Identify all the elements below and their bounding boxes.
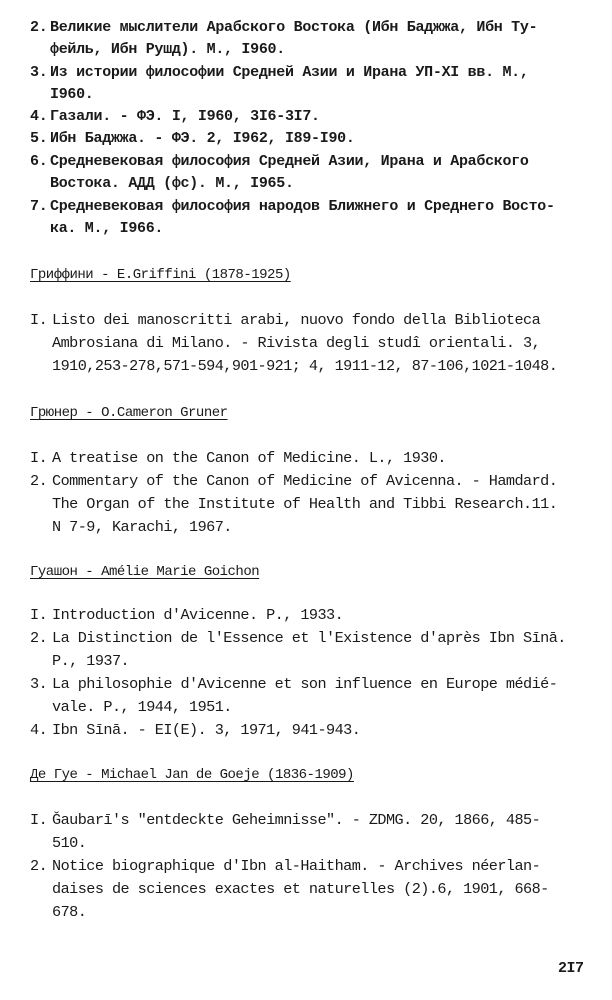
entry-line: Великие мыслители Арабского Востока (Ибн Баджжа, Ибн Ту- — [50, 19, 538, 36]
entry-line: The Organ of the Institute of Health and Tibbi Research.11. — [52, 495, 558, 513]
entry-line: 678. — [52, 903, 87, 921]
entry-line: La Distinction de l'Essence et l'Existence d'après Ibn Sīnā. — [52, 629, 566, 647]
entry-line: Газали. - ФЭ. I, I960, 3I6-3I7. — [50, 108, 320, 125]
entry-line: I960. — [50, 86, 94, 103]
entry-line: 510. — [52, 834, 87, 852]
entry-line: Commentary of the Canon of Medicine of Avicenna. - Hamdard. — [52, 472, 558, 490]
entry-number: 3. — [30, 64, 48, 81]
entry-number: 2. — [30, 472, 48, 490]
author-heading: Де Гуе - Michael Jan de Goeje (1836-1909) — [30, 767, 354, 783]
entry-line: Средневековая философия народов Ближнего и Среднего Восто- — [50, 198, 555, 215]
entry-number: 6. — [30, 153, 48, 170]
entry-number: 2. — [30, 19, 48, 36]
entry-line: Listo dei manoscritti arabi, nuovo fondo della Biblioteca — [52, 311, 541, 329]
entry-number: 2. — [30, 629, 48, 647]
entry-line: A treatise on the Canon of Medicine. L., 1930. — [52, 449, 446, 467]
entry-line: N 7-9, Karachi, 1967. — [52, 518, 232, 536]
entry-line: Ибн Баджжа. - ФЭ. 2, I962, I89-I90. — [50, 130, 355, 147]
entry-number: I. — [30, 606, 48, 624]
entry-line: фейль, Ибн Рушд). М., I960. — [50, 41, 285, 58]
entry-line: Из истории философии Средней Азии и Ирана УП-XI вв. М., — [50, 64, 529, 81]
entry-number: I. — [30, 311, 48, 329]
entry-line: Introduction d'Avicenne. P., 1933. — [52, 606, 344, 624]
entry-line: 1910,253-278,571-594,901-921; 4, 1911-12, 87-106,1021-1048. — [52, 357, 558, 375]
entry-line: Средневековая философия Средней Азии, Ирана и Арабского — [50, 153, 529, 170]
entry-number: I. — [30, 811, 48, 829]
entry-line: daises de sciences exactes et naturelles (2).6, 1901, 668- — [52, 880, 549, 898]
page-number: 2I7 — [558, 960, 584, 977]
entry-line: P., 1937. — [52, 652, 130, 670]
entry-number: 7. — [30, 198, 48, 215]
entry-number: 3. — [30, 675, 48, 693]
entry-line: La philosophie d'Avicenne et son influence en Europe médié- — [52, 675, 558, 693]
author-heading: Гуашон - Amélie Marie Goichon — [30, 564, 260, 580]
entry-line: Ambrosiana di Milano. - Rivista degli studî orientali. 3, — [52, 334, 541, 352]
entry-number: 4. — [30, 108, 48, 125]
entry-number: 4. — [30, 721, 48, 739]
entry-line: Востока. АДД (фс). М., I965. — [50, 175, 294, 192]
entry-line: Ǧaubarī's "entdeckte Geheimnisse". - ZDMG. 20, 1866, 485- — [52, 811, 541, 829]
entry-number: 5. — [30, 130, 48, 147]
entry-line: ка. М., I966. — [50, 220, 164, 237]
entry-line: vale. P., 1944, 1951. — [52, 698, 232, 716]
author-heading: Гриффини - E.Griffini (1878-1925) — [30, 267, 291, 283]
author-heading: Грюнер - O.Cameron Gruner — [30, 405, 228, 421]
entry-line: Notice biographique d'Ibn al-Haitham. - Archives néerlan- — [52, 857, 541, 875]
entry-number: 2. — [30, 857, 48, 875]
entry-number: I. — [30, 449, 48, 467]
entry-line: Ibn Sīnā. - EI(E). 3, 1971, 941-943. — [52, 721, 361, 739]
